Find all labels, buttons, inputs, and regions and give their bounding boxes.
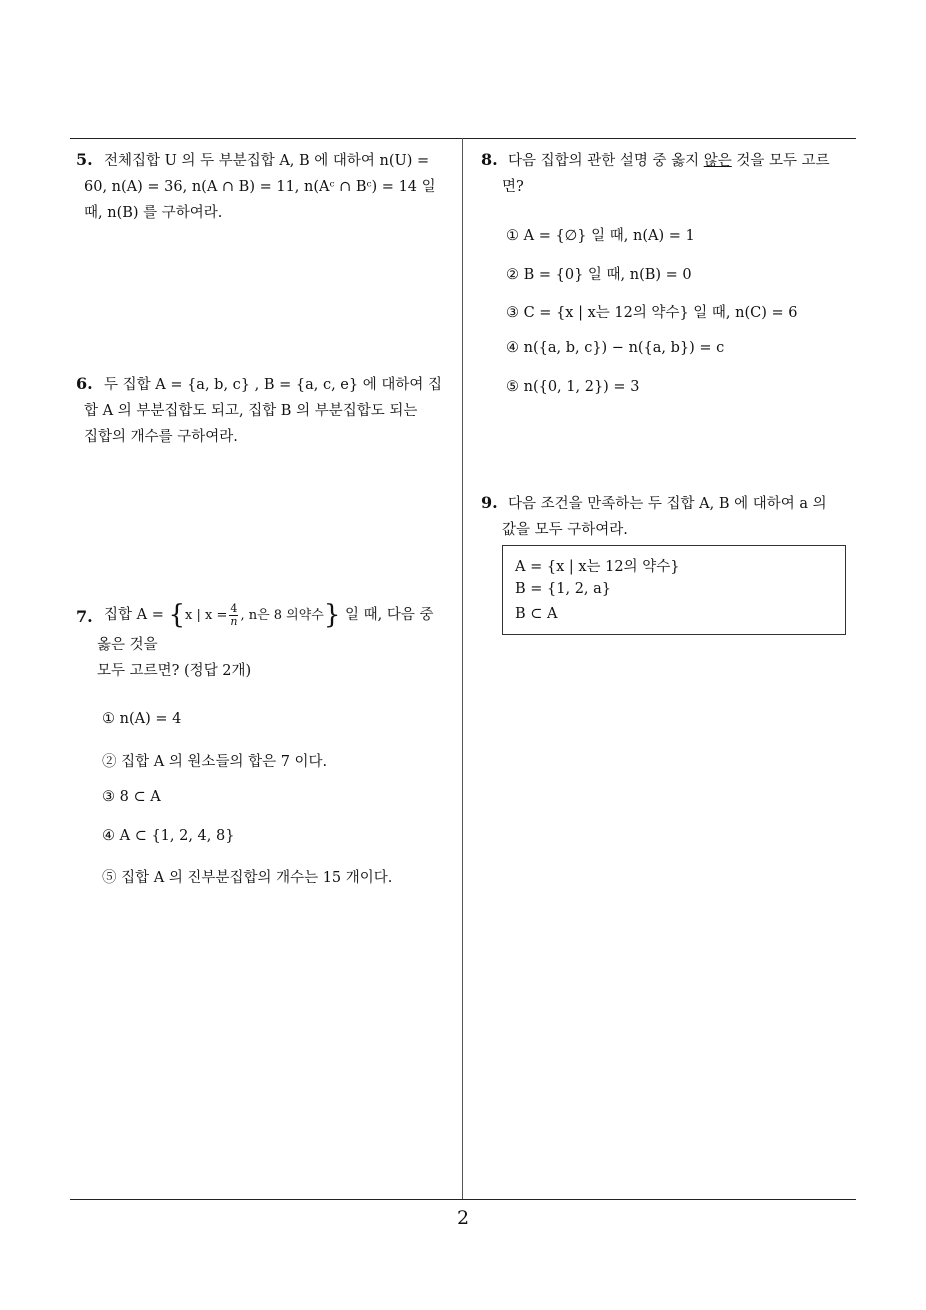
set-brace-open: { <box>168 600 186 630</box>
problem-text-cont <box>84 174 436 226</box>
problem-text <box>508 148 830 174</box>
answer-option[interactable]: ① n(A) = 4 <box>102 711 182 727</box>
problem-line-end: 것을 모두 고르 <box>731 153 830 169</box>
answer-option[interactable]: ⑤ 집합 A 의 진부분집합의 개수는 15 개이다. <box>102 870 393 886</box>
problem-text <box>104 600 434 631</box>
problem-line: 두 집합 A = {a, b, c} , B = {a, c, e} 에 대하여 집 <box>104 377 442 393</box>
set-builder-rest: , n은 8 의약수 <box>240 608 324 623</box>
problem-line: 60, n(A) = 36, n(A ∩ B) = 11, n(Aᶜ ∩ Bᶜ) = 14 일 <box>84 179 436 195</box>
answer-option[interactable]: ② 집합 A 의 원소들의 합은 7 이다. <box>102 754 328 770</box>
problem-text-cont <box>502 517 628 543</box>
problem-text-cont <box>84 398 417 450</box>
column-divider <box>462 138 463 1200</box>
answer-option[interactable]: ④ n({a, b, c}) − n({a, b}) = c <box>506 340 725 356</box>
answer-option[interactable]: ① A = {∅} 일 때, n(A) = 1 <box>506 228 695 244</box>
top-rule <box>70 138 856 139</box>
problem-text-cont <box>97 632 251 684</box>
problem-number: 7. <box>76 607 93 626</box>
problem-number: 9. <box>481 493 498 512</box>
fraction-denominator: n <box>230 614 238 628</box>
answer-option[interactable]: ③ C = {x | x는 12의 약수} 일 때, n(C) = 6 <box>506 305 798 321</box>
fraction <box>229 603 238 628</box>
page-number: 2 <box>456 1207 470 1229</box>
problem-line: 때, n(B) 를 구하여라. <box>84 205 223 221</box>
answer-option[interactable]: ④ A ⊂ {1, 2, 4, 8} <box>102 828 235 844</box>
condition-line: B = {1, 2, a} <box>515 581 612 597</box>
problem-line: 다음 조건을 만족하는 두 집합 A, B 에 대하여 a 의 <box>508 496 827 512</box>
problem-text-cont <box>502 174 524 200</box>
problem-number: 5. <box>76 150 93 169</box>
condition-line: A = {x | x는 12의 약수} <box>515 559 680 575</box>
problem-line: 전체집합 U 의 두 부분집합 A, B 에 대하여 n(U) = <box>104 153 430 169</box>
problem-line-start: 집합 A = <box>104 607 164 623</box>
problem-number: 6. <box>76 374 93 393</box>
problem-text <box>104 372 442 398</box>
bottom-rule <box>70 1199 856 1200</box>
condition-box <box>502 545 846 635</box>
problem-line-start: 다음 집합의 관한 설명 중 옳지 <box>508 153 704 169</box>
set-brace-close: } <box>323 600 341 630</box>
problem-line: 옳은 것을 <box>97 637 158 653</box>
set-builder-condition: x | x = <box>185 608 228 623</box>
problem-line: 면? <box>502 179 524 195</box>
problem-line: 합 A 의 부분집합도 되고, 집합 B 의 부분집합도 되는 <box>84 403 418 419</box>
problem-line: 모두 고르면? (정답 2개) <box>97 663 252 679</box>
problem-line: 값을 모두 구하여라. <box>502 522 628 538</box>
problem-line: 집합의 개수를 구하여라. <box>84 429 238 445</box>
fraction-numerator: 4 <box>230 601 238 615</box>
answer-option[interactable]: ③ 8 ⊂ A <box>102 789 161 805</box>
problem-line-end: 일 때, 다음 중 <box>340 607 434 623</box>
problem-text <box>104 148 429 174</box>
underlined-word: 않은 <box>703 153 732 169</box>
problem-text <box>508 491 827 517</box>
answer-option[interactable]: ② B = {0} 일 때, n(B) = 0 <box>506 267 692 283</box>
answer-option[interactable]: ⑤ n({0, 1, 2}) = 3 <box>506 379 640 395</box>
problem-number: 8. <box>481 150 498 169</box>
condition-line: B ⊂ A <box>515 606 558 622</box>
